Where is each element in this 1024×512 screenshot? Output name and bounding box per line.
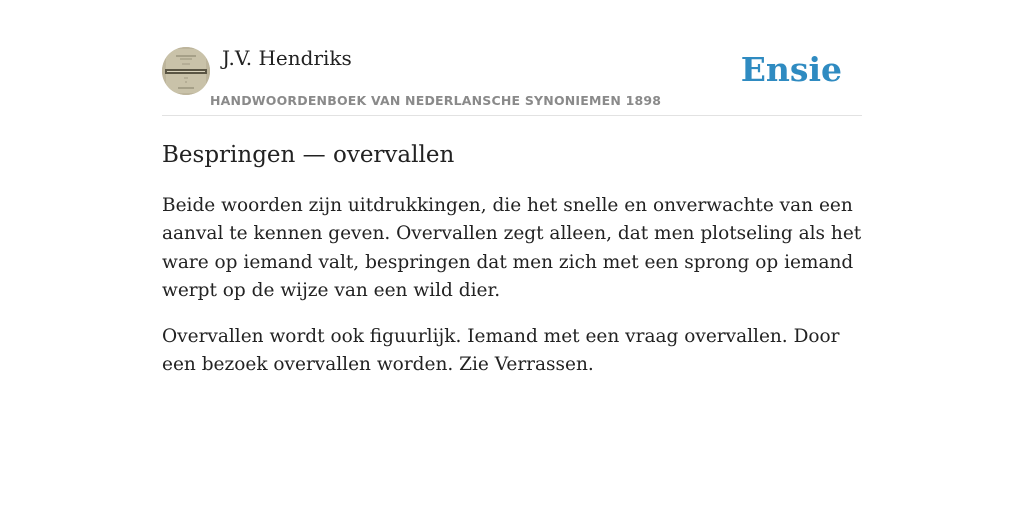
entry-content xyxy=(162,138,862,380)
entry-paragraph: Beide woorden zijn uitdrukkingen, die het snelle en onverwachte van een aanval te kennen geven. Overvallen zegt alleen, dat men plotseling als het ware op iemand valt, bespringen dat men zich met een sprong op iemand werpt op de wijze van een wild dier. xyxy=(162,195,862,301)
entry-title: Bespringen — overvallen xyxy=(162,142,455,168)
book-cover-icon xyxy=(162,47,210,95)
author-name[interactable]: J.V. Hendriks xyxy=(222,46,352,70)
entry-header xyxy=(162,46,862,116)
entry-paragraph: Overvallen wordt ook figuurlijk. Iemand met een vraag overvallen. Door een bezoek overvallen worden. Zie Verrassen. xyxy=(162,326,840,376)
brand-logo[interactable]: Ensie xyxy=(740,50,842,89)
source-title[interactable]: HANDWOORDENBOEK VAN NEDERLANSCHE SYNONIEMEN 1898 xyxy=(210,93,662,108)
author-avatar[interactable] xyxy=(162,47,210,95)
